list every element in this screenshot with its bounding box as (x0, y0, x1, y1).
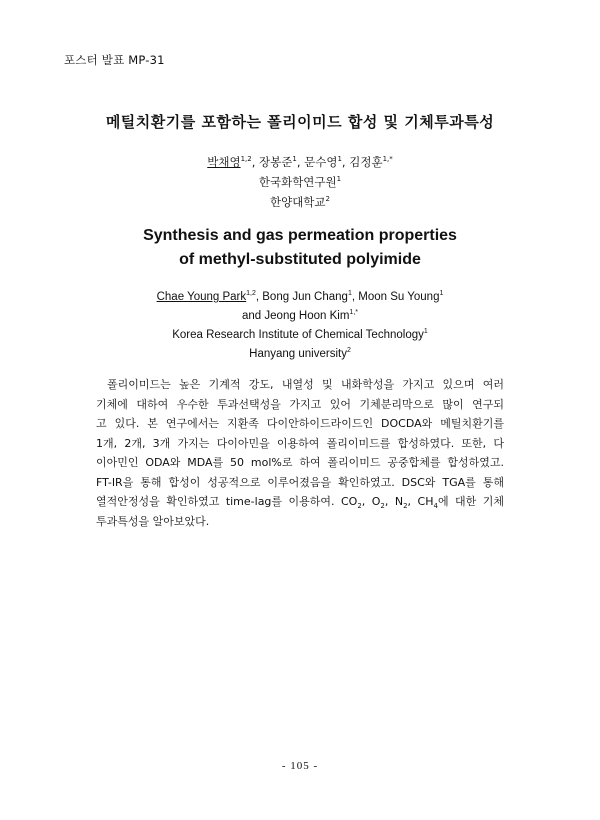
affiliation-sup: 1 (423, 328, 428, 336)
affiliation-sup: 2 (346, 347, 351, 355)
english-title (0, 224, 600, 272)
korean-author-list (0, 152, 600, 172)
abstract-line: 1개, 2개, 3개 가지는 다이아민을 이용하여 폴리이미드를 합성하였다. 또한, 다 (96, 436, 504, 450)
affiliation-text: 한양대학교 (269, 195, 326, 209)
english-authors-block (0, 288, 600, 364)
abstract-body (96, 375, 504, 531)
author-sup: 1,2 (246, 290, 256, 298)
subscript: 2 (380, 502, 385, 511)
korean-presenter-name: 박채영 (207, 155, 241, 169)
abstract-line: 투과특성을 알아보았다. (96, 514, 210, 528)
separator: , (296, 155, 305, 169)
korean-affiliation-2 (0, 192, 600, 212)
affiliation-sup: 1 (336, 175, 342, 184)
affiliation-sup: 2 (325, 195, 330, 204)
english-author-name: and Jeong Hoon Kim (242, 310, 350, 322)
author-sup: 1 (337, 155, 342, 164)
korean-author-name: 장봉준 (259, 155, 293, 169)
subscript: 2 (403, 502, 408, 511)
abstract-line: 이아민인 ODA와 MDA를 50 mol%로 하여 폴리이미드 공중합체를 합성하였고. (96, 456, 504, 469)
english-affiliation-1 (0, 326, 600, 345)
subscript: 4 (433, 502, 438, 511)
page-number: - 105 - (281, 760, 319, 772)
affiliation-text: 한국화학연구원 (258, 175, 337, 189)
english-author-line-2 (0, 307, 600, 326)
author-sup: 1 (439, 290, 444, 298)
english-presenter-name: Chae Young Park (156, 291, 247, 303)
session-label: 포스터 발표 MP-31 (64, 53, 165, 67)
abstract-text: 에 대한 기체 (437, 495, 504, 508)
affiliation-text: Hanyang university (249, 348, 347, 360)
korean-affiliation-1 (0, 172, 600, 192)
abstract-line: FT-IR을 통해 합성이 성공적으로 이루어졌음을 확인하였고. DSC와 TGA를 통해 (96, 475, 504, 489)
abstract-line: 기체에 대하여 우수한 투과선택성을 가지고 있어 기체분리막으로 많이 연구되 (96, 397, 504, 411)
author-sup: 1 (292, 155, 297, 164)
author-sup: 1,* (382, 155, 393, 164)
subscript: 2 (357, 502, 362, 511)
abstract-line: 폴리이미드는 높은 기계적 강도, 내열성 및 내화학성을 가지고 있으며 여러 (107, 378, 504, 391)
english-title-line-1: Synthesis and gas permeation properties (143, 227, 457, 244)
abstract-text: , O (361, 495, 381, 508)
english-author-name: , Moon Su Young (351, 291, 440, 303)
korean-authors-block (0, 152, 600, 212)
separator: , (251, 155, 260, 169)
affiliation-text: Korea Research Institute of Chemical Technology (172, 329, 424, 341)
korean-title: 메틸치환기를 포함하는 폴리이미드 합성 및 기체투과특성 (105, 113, 495, 131)
korean-author-name: 김정훈 (349, 155, 383, 169)
korean-author-name: 문수영 (304, 155, 338, 169)
separator: , (341, 155, 350, 169)
english-title-line-2: of methyl-substituted polyimide (179, 251, 421, 268)
english-author-name: , Bong Jun Chang (255, 291, 348, 303)
abstract-line: 고 있다. 본 연구에서는 지환족 다이안하이드라이드인 DOCDA와 메틸치환기를 (96, 417, 504, 430)
author-sup: 1,* (349, 309, 358, 317)
abstract-text: 열적안정성을 확인하였고 time-lag를 이용하여. CO (96, 495, 358, 508)
english-author-line-1 (0, 288, 600, 307)
abstract-text: , CH (407, 495, 434, 508)
abstract-line-gases (96, 492, 504, 512)
author-sup: 1 (347, 290, 352, 298)
english-affiliation-2 (0, 345, 600, 364)
abstract-text: , N (384, 495, 404, 508)
author-sup: 1,2 (240, 155, 252, 164)
